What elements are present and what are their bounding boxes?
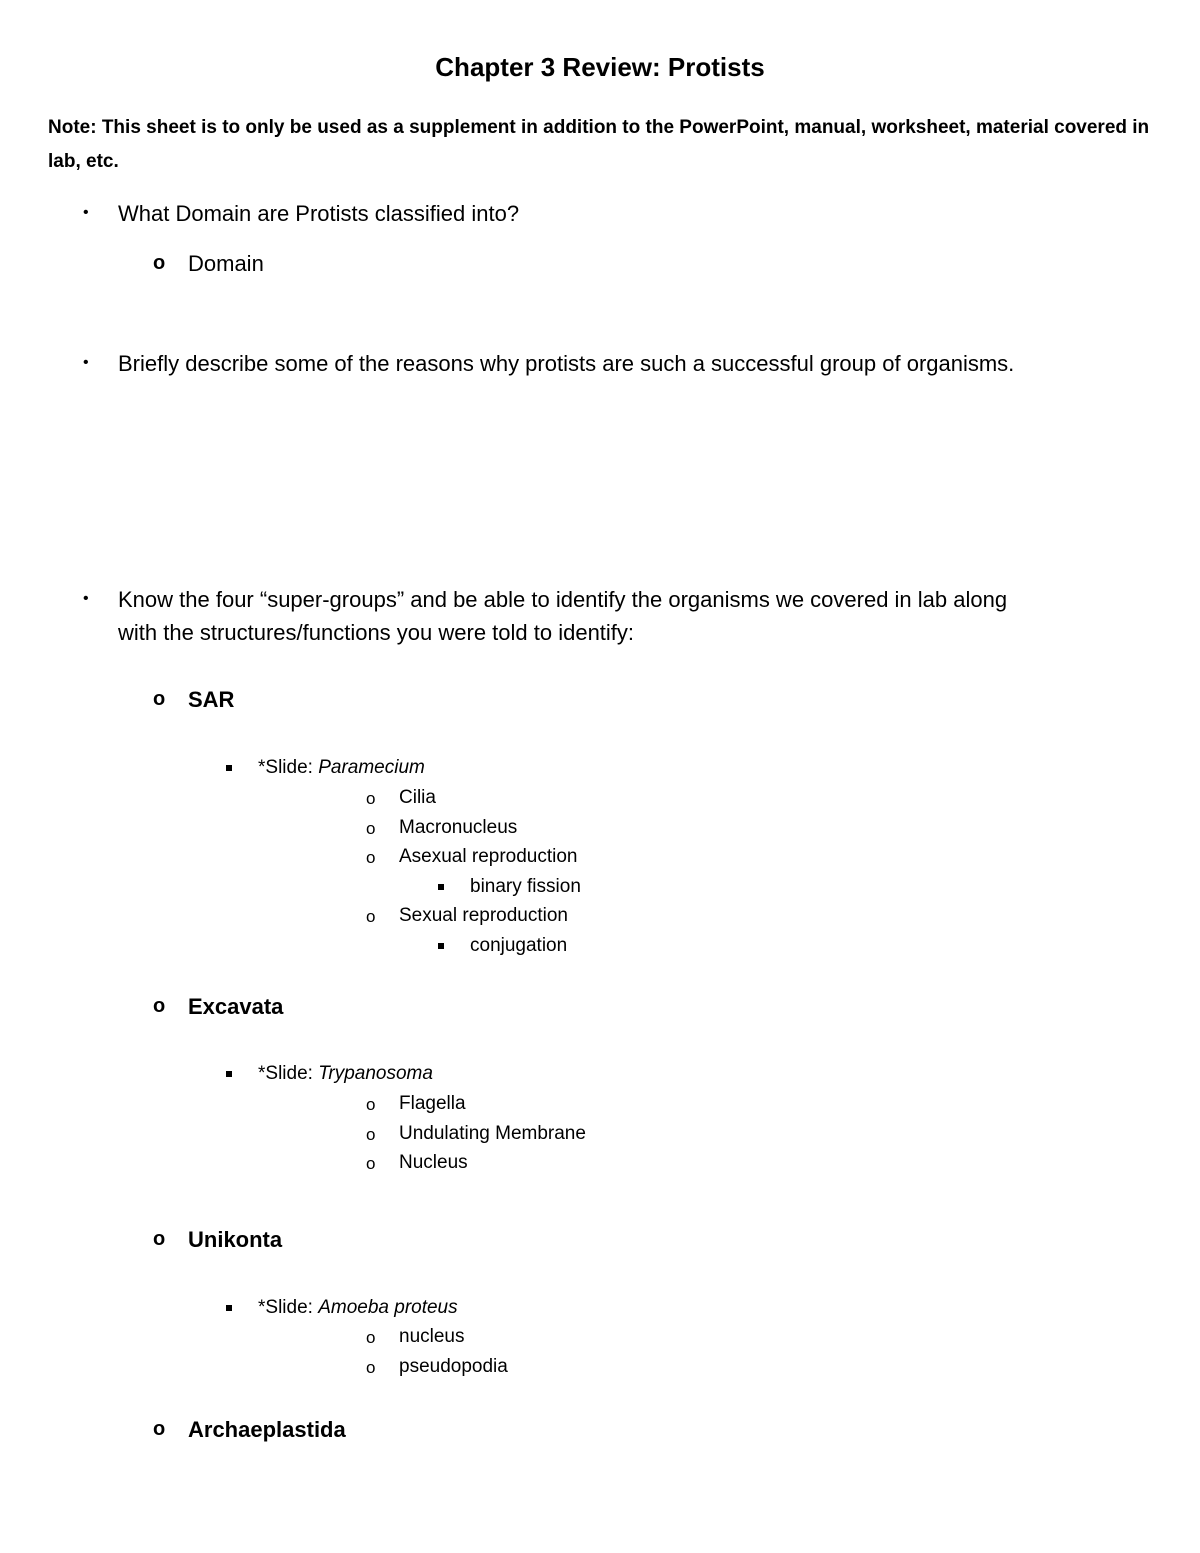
bullet-icon: • (83, 590, 89, 607)
list-item: Nucleus (399, 1152, 468, 1173)
list-item: Cilia (399, 787, 436, 808)
square-bullet-icon (438, 943, 444, 949)
circle-bullet-icon: o (366, 907, 376, 926)
list-item: pseudopodia (399, 1356, 508, 1377)
supergroup-excavata: Excavata (188, 994, 284, 1019)
circle-bullet-icon: o (153, 995, 166, 1017)
question-success: Briefly describe some of the reasons why protists are such a successful group of organisms. (118, 351, 1015, 376)
circle-bullet-icon: o (366, 789, 376, 808)
supergroup-sar: SAR (188, 687, 235, 712)
circle-bullet-icon: o (153, 252, 166, 274)
circle-bullet-icon: o (153, 1228, 166, 1250)
slide-paramecium: *Slide: Paramecium (258, 757, 425, 778)
list-item: conjugation (470, 935, 568, 956)
question-supergroups-line1: Know the four “super-groups” and be able to identify the organisms we covered in lab along (118, 587, 1008, 612)
question-domain: What Domain are Protists classified into? (118, 201, 520, 226)
square-bullet-icon (226, 1071, 232, 1077)
square-bullet-icon (226, 765, 232, 771)
list-item: nucleus (399, 1326, 465, 1347)
bullet-icon: • (83, 204, 89, 221)
circle-bullet-icon: o (366, 819, 376, 838)
list-item: binary fission (470, 876, 581, 897)
square-bullet-icon (438, 884, 444, 890)
answer-domain: Domain (188, 251, 264, 276)
circle-bullet-icon: o (153, 1418, 166, 1440)
square-bullet-icon (226, 1305, 232, 1311)
slide-amoeba: *Slide: Amoeba proteus (258, 1297, 458, 1318)
circle-bullet-icon: o (366, 848, 376, 867)
circle-bullet-icon: o (366, 1125, 376, 1144)
circle-bullet-icon: o (366, 1095, 376, 1114)
circle-bullet-icon: o (366, 1154, 376, 1173)
supergroup-unikonta: Unikonta (188, 1227, 283, 1252)
slide-trypanosoma: *Slide: Trypanosoma (258, 1063, 433, 1084)
list-item: Asexual reproduction (399, 846, 578, 867)
question-supergroups-line2: with the structures/functions you were told to identify: (118, 620, 635, 645)
list-item: Macronucleus (399, 817, 518, 838)
note-text: Note: This sheet is to only be used as a supplement in addition to the PowerPoint, manual, worksheet, material covered in lab, etc. (48, 117, 1150, 172)
bullet-icon: • (83, 354, 89, 371)
list-item: Flagella (399, 1093, 466, 1114)
supergroup-archaeplastida: Archaeplastida (188, 1417, 346, 1442)
circle-bullet-icon: o (366, 1328, 376, 1347)
page-title: Chapter 3 Review: Protists (435, 52, 765, 82)
circle-bullet-icon: o (153, 688, 166, 710)
list-item: Undulating Membrane (399, 1123, 586, 1144)
list-item: Sexual reproduction (399, 905, 568, 926)
circle-bullet-icon: o (366, 1358, 376, 1377)
